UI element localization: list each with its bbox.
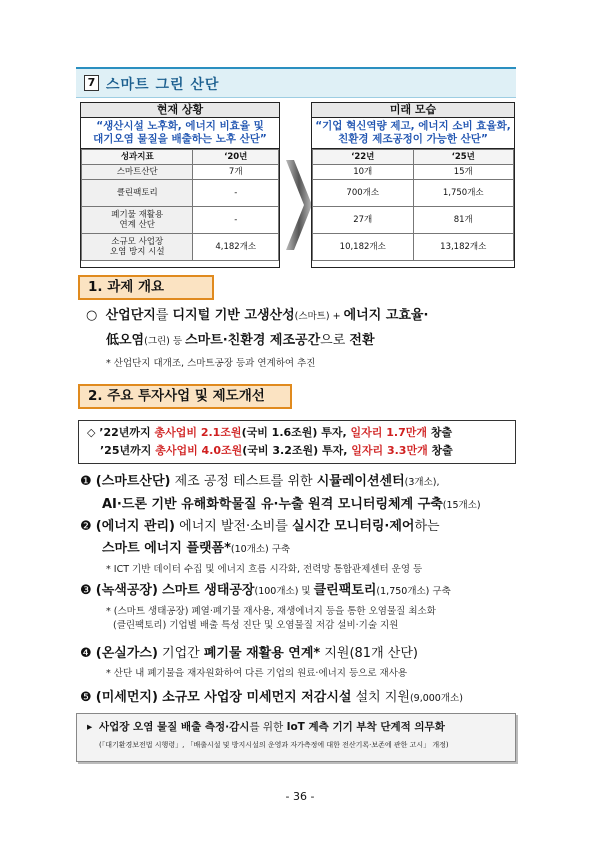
item-green-factory: ❸ (녹색공장) 스마트 생태공장(100개소) 및 클린팩토리(1,750개소) 구축 * (스마트 생태공장) 폐열·폐기물 재사용, 재생에너지 등을 통한 오염물질 최소화 (클린팩토리) 기업별 배출 특성 진단 및 오염물질 저감 설비·기술 지원 xyxy=(80,583,451,631)
item-energy-management: ❷ (에너지 관리) 에너지 발전·소비를 실시간 모니터링·제어하는 스마트 에너지 플랫폼*(10개소) 구축 * ICT 기반 데이터 수집 및 에너지 흐름 시각화, 전력망 통합관제센터 운영 등 xyxy=(80,519,440,575)
current-header: 현재 상황 xyxy=(81,103,279,118)
heading-investment: 2. 주요 투자사업 및 제도개선 xyxy=(78,384,292,409)
transition-arrow-icon xyxy=(284,150,314,260)
overview-paragraph: ○ 산업단지를 디지털 기반 고생산성(스마트) + 에너지 고효율· 低오염(그린) 등 스마트·친환경 제조공간으로 전환 * 산업단지 대개조, 스마트공장 등과 연계하여 추진 xyxy=(86,307,526,371)
current-status-table xyxy=(80,102,280,268)
overview-note: * 산업단지 대개조, 스마트공장 등과 연계하여 추진 xyxy=(106,358,316,369)
section-title: 스마트 그린 산단 xyxy=(106,77,220,93)
heading-overview: 1. 과제 개요 xyxy=(78,275,214,300)
investment-summary: ◇ ’22년까지 총사업비 2.1조원(국비 1.6조원) 투자, 일자리 1.7만개 창출 ’25년까지 총사업비 4.0조원(국비 3.2조원) 투자, 일자리 3.3만개 창출 xyxy=(78,420,516,464)
item-fine-dust: ❺ (미세먼지) 소규모 사업장 미세먼지 저감시설 설치 지원(9,000개소) xyxy=(80,690,463,705)
future-metrics: ‘22년 ‘25년 10개 15개 700개소 1,750개소 27개 81개 10,182개소 13,182개소 xyxy=(312,149,514,261)
regulation-note: (「대기환경보전법 시행령」, 「배출시설 및 방지시설의 운영과 자가측정에 대한 전산기록·보존에 관한 고시」 개정) xyxy=(99,741,449,749)
section-header xyxy=(76,67,516,98)
regulation-box: ▸ 사업장 오염 물질 배출 측정·감시를 위한 IoT 계측 기기 부착 단계적 의무화 (「대기환경보전법 시행령」, 「배출시설 및 방지시설의 운영과 자가측정에 대한 전산기록·보존에 관한 고시」 개정) xyxy=(76,713,516,762)
page-number: - 36 - xyxy=(285,790,315,803)
item-greenhouse-gas: ❹ (온실가스) 기업간 폐기물 재활용 연계* 지원(81개 산단) * 산단 내 폐기물을 재자원화하여 다른 기업의 원료·에너지 등으로 재사용 xyxy=(80,646,418,679)
current-metrics: 성과지표 ‘20년 스마트산단 7개 클린팩토리 - 폐기물 재활용 연계 산단 - 소규모 사업장 오염 방지 시설 4,182개소 xyxy=(81,149,279,261)
section-number: 7 xyxy=(84,75,99,91)
current-quote: “생산시설 노후화, 에너지 비효율 및 대기오염 물질을 배출하는 노후 산단” xyxy=(81,118,279,149)
future-vision-table xyxy=(311,102,515,268)
future-header: 미래 모습 xyxy=(312,103,514,118)
item-smart-industrial-complex: ❶ (스마트산단) 제조 공정 테스트를 위한 시뮬레이션센터(3개소), AI·드론 기반 유해화학물질 유·누출 원격 모니터링체계 구축(15개소) xyxy=(80,474,481,512)
future-quote: “기업 혁신역량 제고, 에너지 소비 효율화, 친환경 제조공정이 가능한 산단” xyxy=(312,118,514,149)
